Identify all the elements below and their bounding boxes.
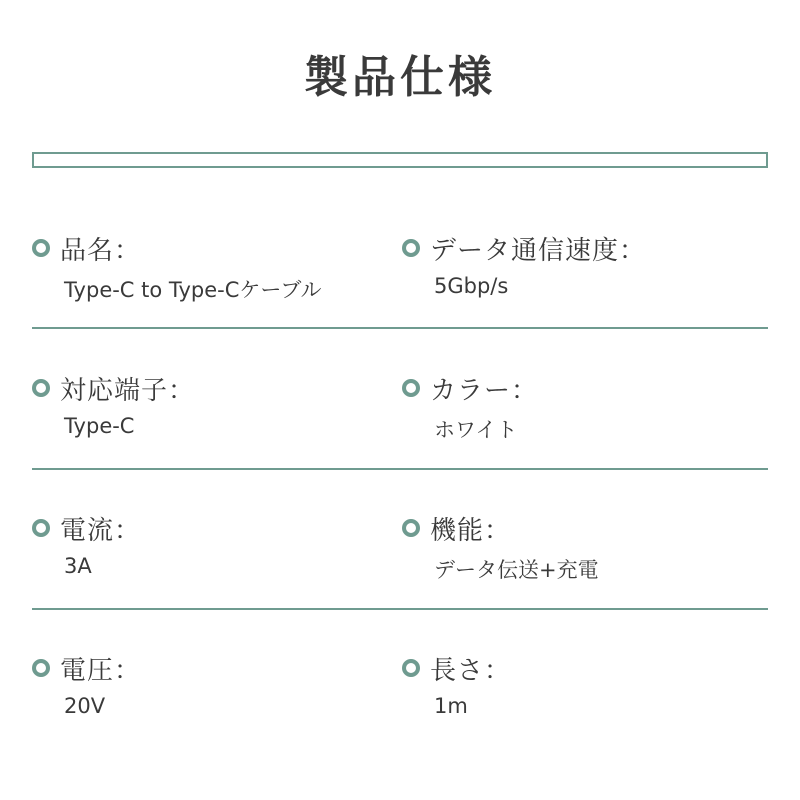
spec-value: 3A xyxy=(64,554,92,578)
spec-label-line xyxy=(402,368,538,408)
circle-bullet-icon xyxy=(402,379,420,397)
spec-value: ホワイト xyxy=(434,418,518,442)
spec-value: データ伝送+充電 xyxy=(434,558,599,582)
spec-label-line xyxy=(402,648,511,688)
row-divider xyxy=(32,468,768,470)
spec-label-line xyxy=(32,228,141,268)
circle-bullet-icon xyxy=(32,519,50,537)
spec-label-line xyxy=(402,508,511,548)
spec-value: Type-C to Type-Cケーブル xyxy=(64,278,322,302)
spec-label-line xyxy=(32,648,141,688)
row-divider xyxy=(32,608,768,610)
spec-label: 対応端子： xyxy=(60,375,196,406)
spec-label: 電圧： xyxy=(60,655,142,686)
page-title: 製品仕様 xyxy=(304,52,496,103)
circle-bullet-icon xyxy=(402,659,420,677)
spec-label: 品名： xyxy=(60,235,142,266)
spec-label: 機能： xyxy=(430,515,512,546)
circle-bullet-icon xyxy=(402,519,420,537)
circle-bullet-icon xyxy=(402,239,420,257)
circle-bullet-icon xyxy=(32,379,50,397)
spec-row xyxy=(32,368,768,508)
title-underline-bar xyxy=(32,152,768,168)
spec-label-line xyxy=(32,508,141,548)
spec-label: 長さ： xyxy=(430,655,512,686)
row-divider xyxy=(32,327,768,329)
spec-value: 1m xyxy=(434,694,468,718)
spec-label: データ通信速度： xyxy=(430,235,647,266)
circle-bullet-icon xyxy=(32,659,50,677)
spec-row xyxy=(32,228,768,368)
spec-label-line xyxy=(402,228,646,268)
spec-label: 電流： xyxy=(60,515,142,546)
spec-label: カラー： xyxy=(430,375,539,406)
spec-value: Type-C xyxy=(64,414,135,438)
spec-row xyxy=(32,508,768,648)
spec-label-line xyxy=(32,368,195,408)
circle-bullet-icon xyxy=(32,239,50,257)
spec-value: 20V xyxy=(64,694,106,718)
spec-value: 5Gbp/s xyxy=(434,274,509,298)
spec-row xyxy=(32,648,768,788)
